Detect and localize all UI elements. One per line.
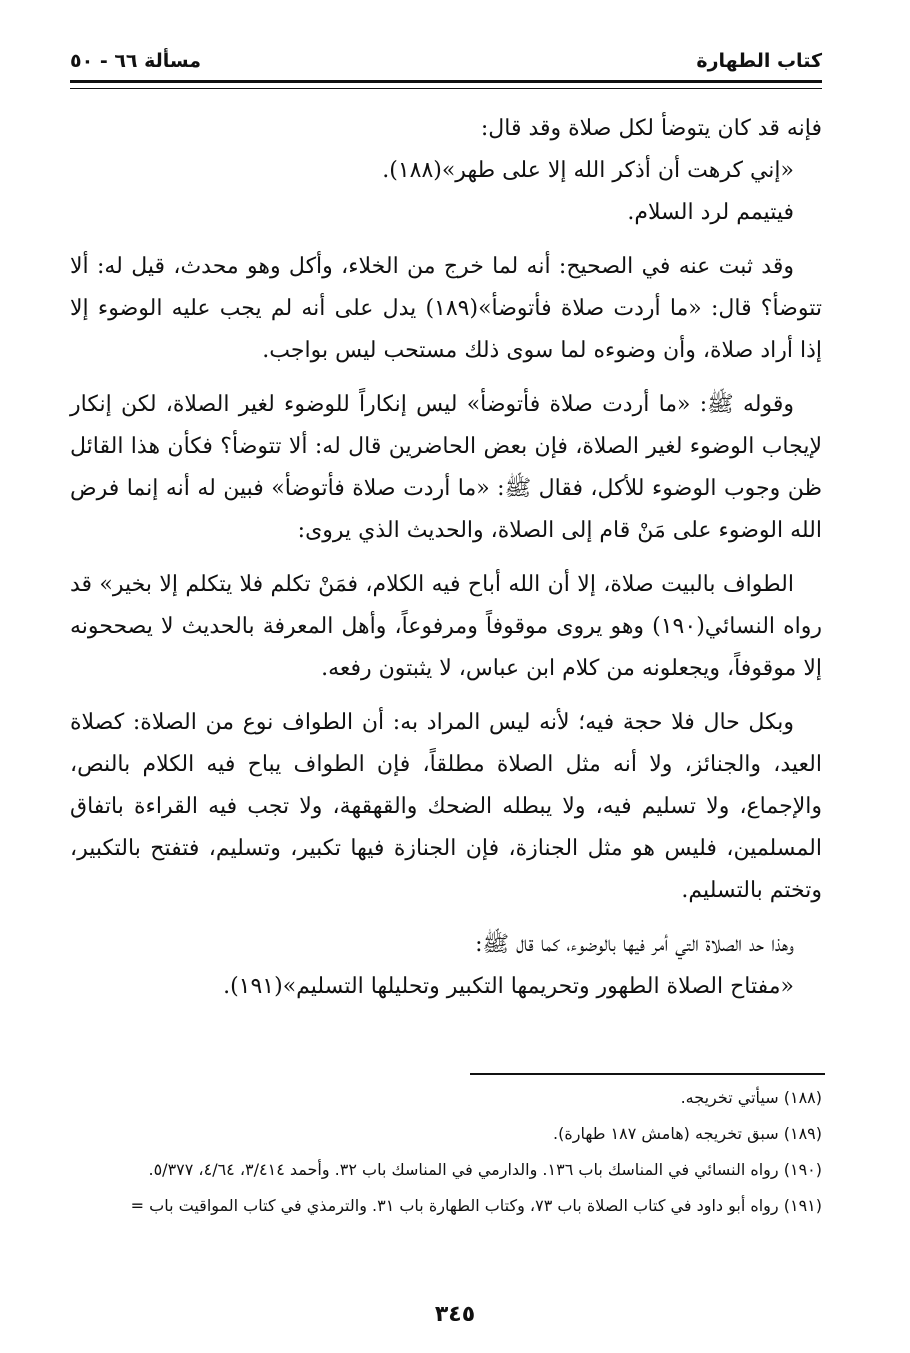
footnote-separator [470, 1073, 825, 1075]
paragraph: الطواف بالبيت صلاة، إلا أن الله أباح فيه الكلام، فمَنْ تكلم فلا يتكلم إلا بخير» قد رواه النسائي(١٩٠) وهو يروى موقوفاً ومرفوعاً، وأهل المعرفة بالحديث لا يصححونه إلا موقوفاً، ويجعلونه من كلام ابن عباس، لا يثبتون رفعه. [70, 572, 822, 681]
footnote: (١٩٠) رواه النسائي في المناسك باب ١٣٦. والدارمي في المناسك باب ٣٢. وأحمد ٣/٤١٤، ٤/٦٤، ٥/٣٧٧. [148, 1160, 822, 1179]
hadith-quote: «إني كرهت أن أذكر الله إلا على طهر»(١٨٨). [382, 158, 794, 183]
issue-reference: مسألة ٦٦ - ٥٠ [70, 50, 202, 72]
main-text [70, 108, 822, 1020]
paragraph: وقوله ﷺ: «ما أردت صلاة فأتوضأ» ليس إنكاراً للوضوء لغير الصلاة، لكن إنكار لإيجاب الوضوء لغير الصلاة، فإن بعض الحاضرين قال له: ألا تتوضأ؟ فكأن هذا القائل ظن وجوب الوضوء للأكل، فقال ﷺ: «ما أردت صلاة فأتوضأ» فبين له أنه إنما فرض الله الوضوء على مَنْ قام إلى الصلاة، والحديث الذي يروى: [70, 392, 822, 543]
footnotes [70, 1080, 822, 1224]
header-rule [70, 80, 822, 83]
paragraph: فيتيمم لرد السلام. [627, 200, 794, 225]
footnote: (١٨٩) سبق تخريجه (هامش ١٨٧ طهارة). [553, 1124, 822, 1143]
hadith-quote: «مفتاح الصلاة الطهور وتحريمها التكبير وتحليلها التسليم»(١٩١). [223, 974, 794, 999]
footnote: (١٩١) رواه أبو داود في كتاب الصلاة باب ٧٣، وكتاب الطهارة باب ٣١. والترمذي في كتاب المواقيت باب = [130, 1196, 822, 1215]
book-title: كتاب الطهارة [696, 50, 822, 72]
running-header [70, 40, 822, 72]
paragraph: وبكل حال فلا حجة فيه؛ لأنه ليس المراد به: أن الطواف نوع من الصلاة: كصلاة العيد، والجنائز، ولا أنه مثل الصلاة مطلقاً، فإن الطواف يباح فيه الكلام بالنص، والإجماع، ولا تسليم فيه، ولا يبطله الضحك والقهقهة، ولا تجب فيه القراءة باتفاق المسلمين، فليس هو مثل الجنازة، فإن الجنازة فيها تكبير، وتسليم، فتفتح بالتكبير، وتختم بالتسليم. [70, 710, 822, 903]
paragraph: وهذا حد الصلاة التي أمر فيها بالوضوء، كما قال ﷺ: [475, 932, 794, 957]
header-rule-thin [70, 88, 822, 89]
paragraph: فإنه قد كان يتوضأ لكل صلاة وقد قال: [480, 116, 822, 141]
page-number: ٣٤٥ [434, 1302, 476, 1327]
paragraph: وقد ثبت عنه في الصحيح: أنه لما خرج من الخلاء، وأكل وهو محدث، قيل له: ألا تتوضأ؟ قال: «ما أردت صلاة فأتوضأ»(١٨٩) يدل على أنه لم يجب عليه الوضوء إلا إذا أراد صلاة، وأن وضوءه لما سوى ذلك مستحب ليس بواجب. [70, 254, 822, 363]
footnote: (١٨٨) سيأتي تخريجه. [680, 1088, 822, 1107]
